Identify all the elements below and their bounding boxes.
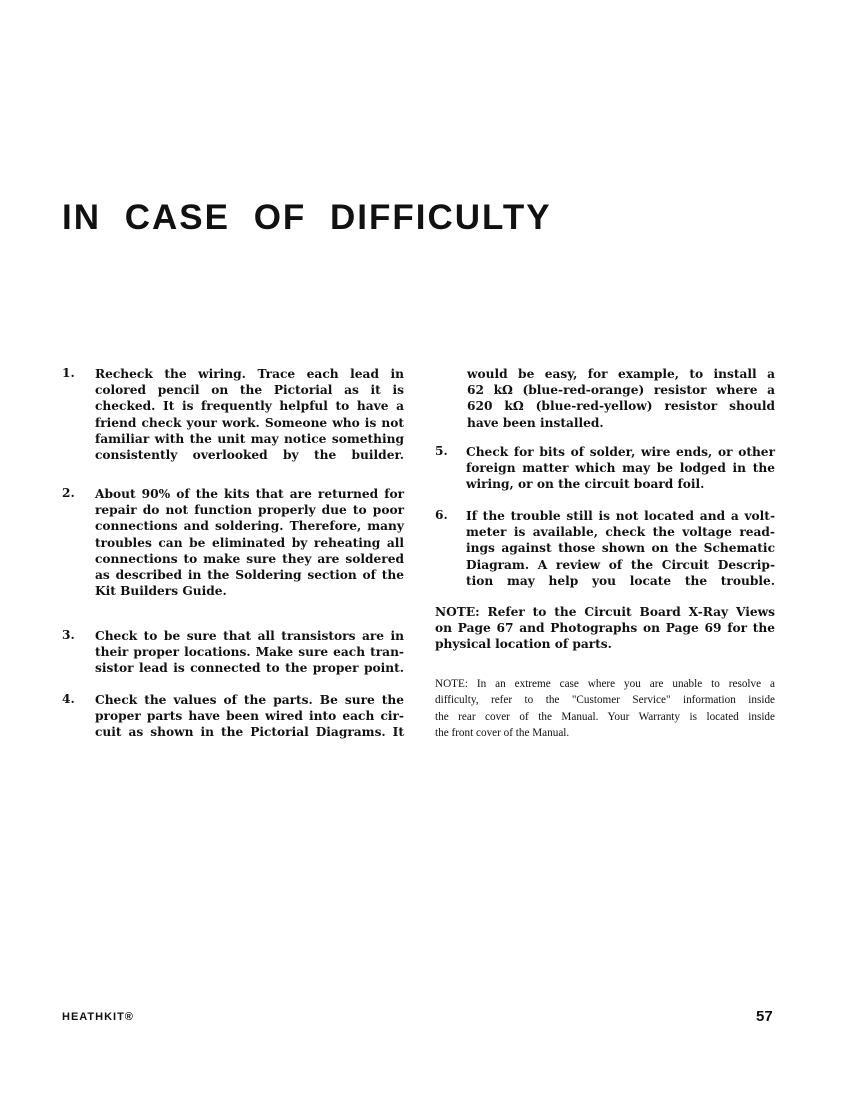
text-line: physical location of parts. [435, 637, 612, 652]
step-number: 5. [435, 444, 448, 458]
text-line: NOTE: In an extreme case where you are unable to resolve a [435, 678, 775, 690]
text-line: on Page 67 and Photographs on Page 69 for the [435, 621, 775, 636]
text-line: Check for bits of solder, wire ends, or other [466, 445, 775, 459]
step-number: 2. [62, 486, 75, 500]
text-line: connections and soldering. Therefore, many [95, 519, 404, 534]
text-line: their proper locations. Make sure each tran- [95, 645, 404, 660]
step-number: 1. [62, 366, 75, 380]
text-line: NOTE: Refer to the Circuit Board X-Ray Views [435, 605, 775, 619]
text-line: familiar with the unit may notice something [95, 431, 404, 446]
text-line: Check to be sure that all transistors are in [95, 629, 404, 643]
step-number: 4. [62, 692, 75, 706]
text-line: have been installed. [467, 415, 604, 430]
text-line: difficulty, refer to the "Customer Service" information inside [435, 694, 775, 707]
step-number: 3. [62, 628, 75, 642]
page-number: 57 [756, 1008, 773, 1025]
text-line: the rear cover of the Manual. Your Warranty is located inside [435, 710, 775, 723]
text-line: would be easy, for example, to install a [467, 367, 775, 381]
text-line: foreign matter which may be lodged in the [466, 461, 775, 476]
text-line: tion may help you locate the trouble. [466, 573, 775, 588]
text-line: About 90% of the kits that are returned for [95, 487, 404, 501]
text-line: meter is available, check the voltage read- [466, 525, 775, 540]
step-number: 6. [435, 508, 448, 522]
text-line: If the trouble still is not located and a volt- [466, 509, 775, 523]
text-line: sistor lead is connected to the proper point. [95, 661, 404, 676]
text-line: 62 kΩ (blue-red-orange) resistor where a [467, 383, 775, 398]
text-line: Diagram. A review of the Circuit Descrip- [466, 557, 775, 572]
text-line: repair do not function properly due to poor [95, 503, 404, 518]
page-title: IN CASE OF DIFFICULTY [62, 198, 552, 237]
text-line: as described in the Soldering section of the [95, 567, 404, 582]
text-line: 620 kΩ (blue-red-yellow) resistor should [467, 399, 775, 414]
text-line: checked. It is frequently helpful to have a [95, 399, 404, 414]
text-line: troubles can be eliminated by reheating all [95, 535, 404, 550]
text-line: ings against those shown on the Schematic [466, 541, 775, 556]
text-line: the front cover of the Manual. [435, 726, 570, 739]
text-line: proper parts have been wired into each cir- [95, 709, 404, 724]
customer-service-note [435, 676, 775, 741]
text-line: wiring, or on the circuit board foil. [466, 477, 705, 492]
text-line: connections to make sure they are soldered [95, 551, 404, 566]
heathkit-logo: HEATHKIT® [62, 1011, 134, 1023]
text-line: friend check your work. Someone who is not [95, 415, 404, 430]
text-line: cuit as shown in the Pictorial Diagrams. It [95, 725, 404, 740]
text-line: Kit Builders Guide. [95, 584, 227, 599]
text-line: consistently overlooked by the builder. [95, 447, 404, 462]
text-line: Check the values of the parts. Be sure the [95, 693, 404, 707]
text-line: Recheck the wiring. Trace each lead in [95, 367, 404, 381]
text-line: colored pencil on the Pictorial as it is [95, 383, 404, 398]
